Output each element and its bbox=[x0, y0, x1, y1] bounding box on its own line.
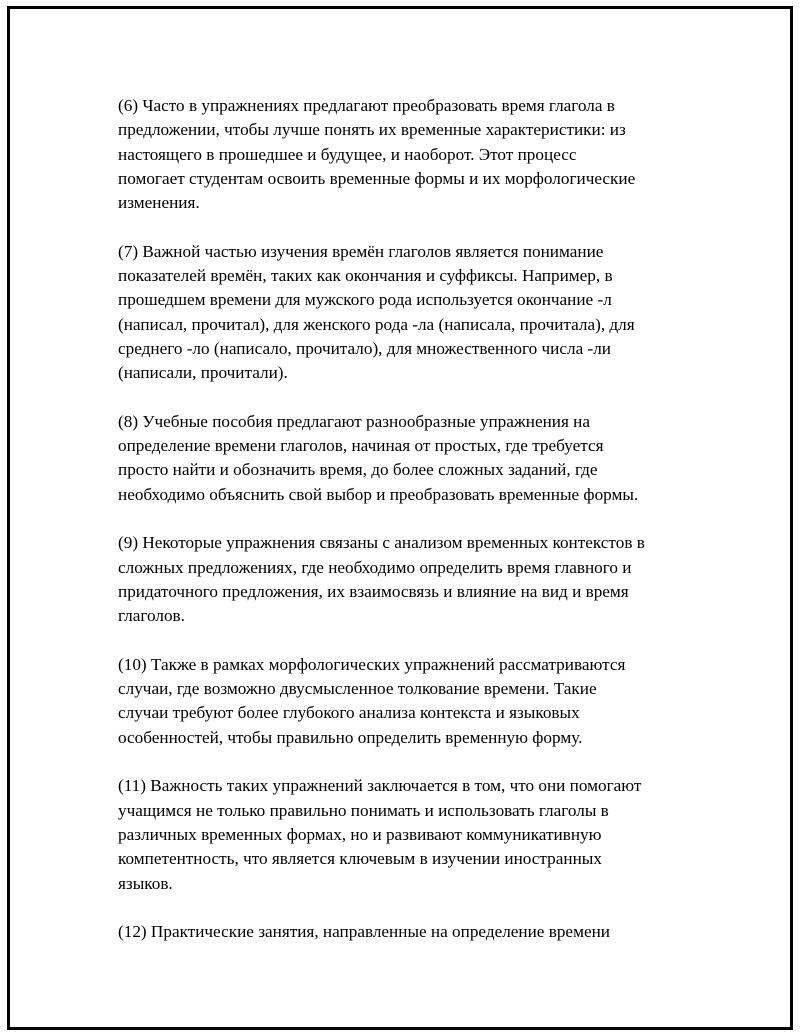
document-body bbox=[118, 94, 690, 944]
paragraph-6: (6) Часто в упражнениях предлагают преобразовать время глагола в предложении, чтобы лучше понять их временные характеристики: из настоящего в прошедшее и будущее, и наоборот. Этот процесс помогает студентам освоить временные формы и их морфологические изменения. bbox=[118, 96, 636, 213]
paragraph-11: (11) Важность таких упражнений заключается в том, что они помогают учащимся не только правильно понимать и использовать глаголы в различных временных формах, но и развивают коммуникативную компетентность, что является ключевым в изучении иностранных языков. bbox=[118, 776, 642, 893]
paragraph-8: (8) Учебные пособия предлагают разнообразные упражнения на определение времени глаголов, начиная от простых, где требуется просто найти и обозначить время, до более сложных заданий, где необходимо объяснить свой выбор и преобразовать временные формы. bbox=[118, 411, 639, 504]
paragraph-7: (7) Важной частью изучения времён глаголов является понимание показателей времён, таких как окончания и суффиксы. Например, в прошедшем времени для мужского рода используется окончание -л (написал, прочитал), для женского рода -ла (написала, прочитала), для среднего -ло (написало, прочитало), для множественного числа -ли (написали, прочитали). bbox=[118, 241, 635, 383]
paragraph-9: (9) Некоторые упражнения связаны с анализом временных контекстов в сложных предложениях, где необходимо определить время главного и придаточного предложения, их взаимосвязь и влияние на вид и время глаголов. bbox=[118, 533, 645, 626]
paragraph-12: (12) Практические занятия, направленные на определение времени bbox=[118, 922, 610, 942]
paragraph-10: (10) Также в рамках морфологических упражнений рассматриваются случаи, где возможно двусмысленное толкование времени. Такие случаи требуют более глубокого анализа контекста и языковых особенностей, чтобы правильно определить временную форму. bbox=[118, 654, 626, 747]
